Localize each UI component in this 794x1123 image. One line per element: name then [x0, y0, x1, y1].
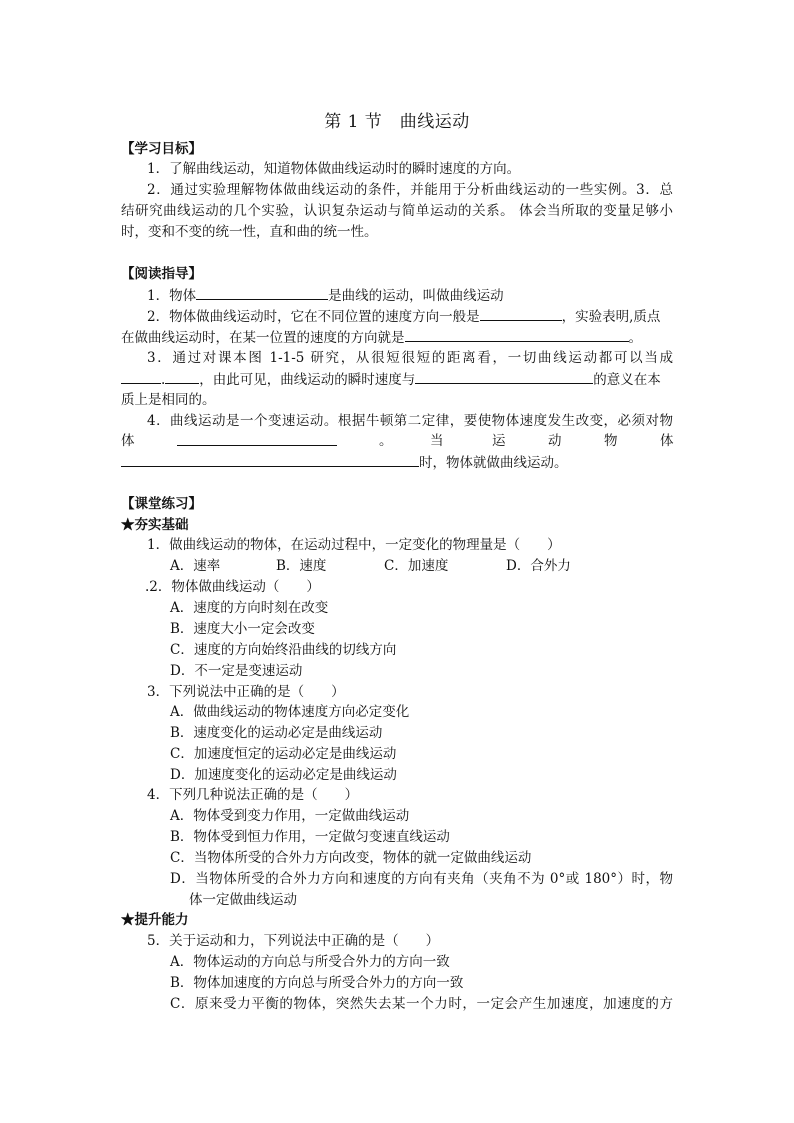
question-4: 4．下列几种说法正确的是（ ）: [147, 787, 359, 803]
fill-blank[interactable]: [165, 369, 199, 384]
option-cont: 体一定做曲线运动: [189, 892, 297, 908]
reading-q1-suffix: 是曲线的运动，叫做曲线运动: [328, 288, 504, 304]
option[interactable]: C．加速度: [384, 558, 449, 574]
reading-q4-blank: [177, 431, 337, 452]
option[interactable]: B．物体受到恒力作用，一定做匀变速直线运动: [170, 829, 450, 845]
option[interactable]: B．速度大小一定会改变: [170, 621, 315, 637]
option[interactable]: D．合外力: [506, 558, 571, 574]
reading-q3-dot: .: [161, 372, 166, 388]
reading-q2-end: 。: [628, 330, 642, 346]
reading-q4-char: 体: [660, 433, 674, 449]
reading-q3-cont: [121, 369, 661, 390]
option[interactable]: B．物体加速度的方向总与所受合外力的方向一致: [170, 975, 464, 991]
reading-q2-suffix: ，实验表明,质点: [561, 309, 661, 325]
option[interactable]: A．速率: [170, 558, 221, 574]
subsection-basic: ★夯实基础: [121, 517, 189, 533]
reading-q2: [147, 306, 660, 327]
reading-q2-prefix: 2．物体做曲线运动时，它在不同位置的速度方向一般是: [147, 309, 480, 325]
option[interactable]: B．速度变化的运动必定是曲线运动: [170, 725, 383, 741]
section-heading-reading: 【阅读指导】: [121, 266, 202, 282]
option[interactable]: A．物体受到变力作用，一定做曲线运动: [170, 808, 410, 824]
reading-q4-line2: [121, 431, 135, 451]
section-heading-goals: 【学习目标】: [121, 141, 202, 157]
option[interactable]: D．加速度变化的运动必定是曲线运动: [170, 767, 397, 783]
fill-blank[interactable]: [177, 431, 337, 446]
reading-q4-char: 运: [492, 433, 506, 449]
option[interactable]: C．加速度恒定的运动必定是曲线运动: [170, 746, 397, 762]
option[interactable]: B．速度: [276, 558, 327, 574]
goal-item-1: 1．了解曲线运动，知道物体做曲线运动时的瞬时速度的方向。: [147, 161, 521, 177]
reading-q1-prefix: 1．物体: [147, 288, 197, 304]
option[interactable]: D．当物体所受的合外力方向和速度的方向有夹角（夹角不为 0°或 180°）时，物: [170, 871, 673, 887]
reading-q4-period: 。: [379, 433, 393, 449]
reading-q3-mid: ，由此可见，曲线运动的瞬时速度与: [199, 372, 416, 388]
option[interactable]: C．原来受力平衡的物体，突然失去某一个力时，一定会产生加速度，加速度的方: [170, 996, 673, 1012]
option[interactable]: C．当物体所受的合外力方向改变，物体的就一定做曲线运动: [170, 850, 532, 866]
goal-item-2-end: 时，变和不变的统一性，直和曲的统一性。: [121, 224, 378, 240]
fill-blank[interactable]: [480, 306, 562, 321]
reading-q3-end: 质上是相同的。: [121, 392, 216, 408]
option[interactable]: A．做曲线运动的物体速度方向必定变化: [170, 704, 410, 720]
reading-q3: 3．通过对课本图 1-1-5 研究，从很短很短的距离看，一切曲线运动都可以当成: [147, 350, 673, 366]
reading-q4-end: 时，物体就做曲线运动。: [419, 455, 568, 471]
reading-q4-char: 物: [604, 433, 618, 449]
goal-item-2: 2．通过实验理解物体做曲线运动的条件，并能用于分析曲线运动的一些实例。3．总: [147, 182, 673, 198]
reading-q2-cont: [121, 327, 642, 348]
page-title: 第 1 节 曲线运动: [324, 112, 470, 132]
section-heading-practice: 【课堂练习】: [121, 496, 202, 512]
reading-q4-char: 动: [548, 433, 562, 449]
goal-item-2-cont: 结研究曲线运动的几个实验，认识复杂运动与简单运动的关系。 体会当所取的变量足够小: [121, 203, 673, 219]
reading-q2-cont-prefix: 在做曲线运动时，在某一位置的速度的方向就是: [121, 330, 405, 346]
fill-blank[interactable]: [121, 369, 161, 384]
subsection-advanced: ★提升能力: [121, 912, 189, 928]
fill-blank[interactable]: [415, 369, 593, 384]
question-5: 5．关于运动和力，下列说法中正确的是（ ）: [147, 933, 440, 949]
option[interactable]: C．速度的方向始终沿曲线的切线方向: [170, 642, 397, 658]
reading-q4-line3: [121, 452, 568, 473]
question-1: 1．做曲线运动的物体，在运动过程中，一定变化的物理量是（ ）: [147, 537, 561, 553]
reading-q3-suffix: 的意义在本: [593, 372, 661, 388]
reading-q4: 4．曲线运动是一个变速运动。根据牛顿第二定律，要使物体速度发生改变，必须对物: [147, 413, 673, 429]
reading-q1: [147, 285, 504, 306]
option[interactable]: A．物体运动的方向总与所受合外力的方向一致: [170, 954, 450, 970]
reading-q4-char: 体: [121, 433, 135, 449]
fill-blank[interactable]: [196, 285, 328, 300]
question-3: 3．下列说法中正确的是（ ）: [147, 684, 345, 700]
fill-blank[interactable]: [121, 452, 419, 467]
reading-q4-char: 当: [430, 433, 444, 449]
question-2: .2．物体做曲线运动（ ）: [145, 579, 320, 595]
fill-blank[interactable]: [405, 327, 629, 342]
option[interactable]: D．不一定是变速运动: [170, 663, 303, 679]
option[interactable]: A．速度的方向时刻在改变: [170, 600, 329, 616]
